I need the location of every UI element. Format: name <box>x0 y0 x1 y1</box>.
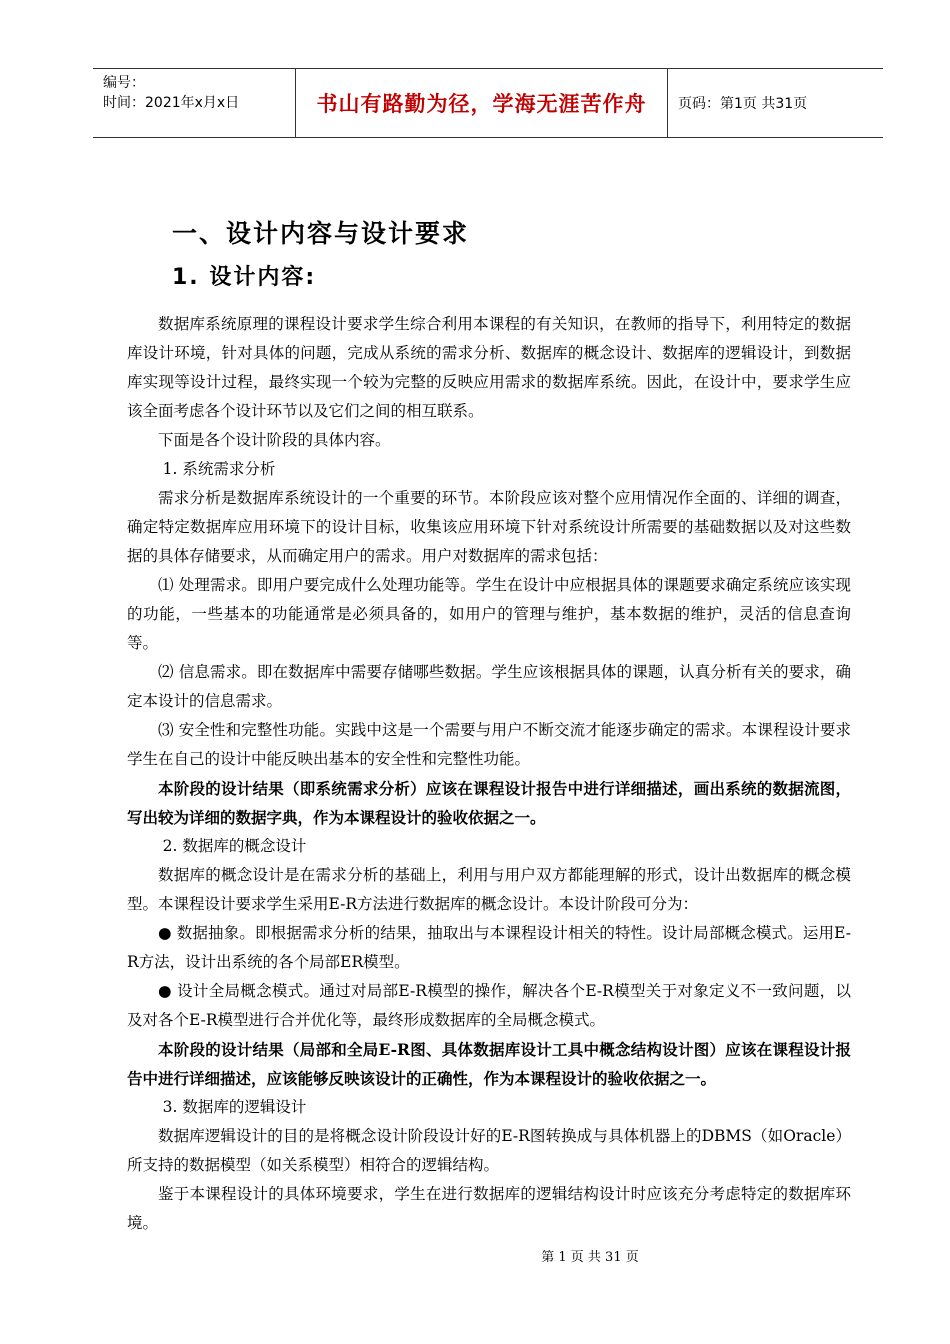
subsection-heading: 2. 数据库的概念设计 <box>162 837 307 855</box>
footer-page-number: 第 1 页 共 31 页 <box>541 1250 639 1265</box>
paragraph: 数据库系统原理的课程设计要求学生综合利用本课程的有关知识，在教师的指导下，利用特定的数据库设计环境，针对具体的问题，完成从系统的需求分析、数据库的概念设计、数据库的逻辑设计，到数据库实现等设计过程，最终实现一个较为完整的反映应用需求的数据库系统。因此，在设计中，要求学生应该全面考虑各个设计环节以及它们之间的相互联系。 <box>127 315 851 420</box>
list-item: ⑶ 安全性和完整性功能。实践中这是一个需要与用户不断交流才能逐步确定的需求。本课程设计要求学生在自己的设计中能反映出基本的安全性和完整性功能。 <box>127 721 851 768</box>
number-label: 编号： <box>103 75 145 91</box>
paragraph: 需求分析是数据库系统设计的一个重要的环节。本阶段应该对整个应用情况作全面的、详细的调查，确定特定数据库应用环境下的设计目标，收集该应用环境下针对系统设计所需要的基础数据以及对这些数据的具体存储要求，从而确定用户的需求。用户对数据库的需求包括： <box>127 489 851 565</box>
header-table <box>93 68 883 138</box>
bullet-item: ● 数据抽象。即根据需求分析的结果，抽取出与本课程设计相关的特性。设计局部概念模式。运用E-R方法，设计出系统的各个局部ER模型。 <box>127 924 851 971</box>
paragraph: 数据库的概念设计是在需求分析的基础上，利用与用户双方都能理解的形式，设计出数据库的概念模型。本课程设计要求学生采用E-R方法进行数据库的概念设计。本设计阶段可分为： <box>127 866 851 913</box>
bold-paragraph: 本阶段的设计结果（局部和全局E-R图、具体数据库设计工具中概念结构设计图）应该在课程设计报告中进行详细描述，应该能够反映该设计的正确性，作为本课程设计的验收依据之一。 <box>127 1040 851 1088</box>
bullet-item: ● 设计全局概念模式。通过对局部E-R模型的操作，解决各个E-R模型关于对象定义不一致问题，以及对各个E-R模型进行合并优化等，最终形成数据库的全局概念模式。 <box>127 982 851 1029</box>
list-item: ⑵ 信息需求。即在数据库中需要存储哪些数据。学生应该根据具体的课题，认真分析有关的要求，确定本设计的信息需求。 <box>127 663 851 710</box>
header-page-label: 页码：第1页 共31页 <box>678 96 808 112</box>
paragraph: 下面是各个设计阶段的具体内容。 <box>158 431 391 449</box>
paragraph: 鉴于本课程设计的具体环境要求，学生在进行数据库的逻辑结构设计时应该充分考虑特定的数据库环境。 <box>127 1185 851 1232</box>
header-motto: 书山有路勤为径，学海无涯苦作舟 <box>295 69 668 137</box>
subsection-heading: 3. 数据库的逻辑设计 <box>162 1098 307 1116</box>
bold-paragraph: 本阶段的设计结果（即系统需求分析）应该在课程设计报告中进行详细描述，画出系统的数据流图，写出较为详细的数据字典，作为本课程设计的验收依据之一。 <box>127 779 851 827</box>
document-body <box>127 212 851 1238</box>
section-subtitle: 1. 设计内容: <box>172 265 317 290</box>
page-footer <box>0 1246 950 1265</box>
subsection-heading: 1. 系统需求分析 <box>162 460 276 478</box>
list-item: ⑴ 处理需求。即用户要完成什么处理功能等。学生在设计中应根据具体的课题要求确定系统应该实现的功能，一些基本的功能通常是必须具备的，如用户的管理与维护，基本数据的维护，灵活的信息查询等。 <box>127 576 851 652</box>
header-meta <box>93 69 295 137</box>
section-title: 一、设计内容与设计要求 <box>172 219 470 248</box>
time-label: 时间：2021年x月x日 <box>103 95 240 111</box>
paragraph: 数据库逻辑设计的目的是将概念设计阶段设计好的E-R图转换成与具体机器上的DBMS（如Oracle）所支持的数据模型（如关系模型）相符合的逻辑结构。 <box>127 1127 851 1174</box>
